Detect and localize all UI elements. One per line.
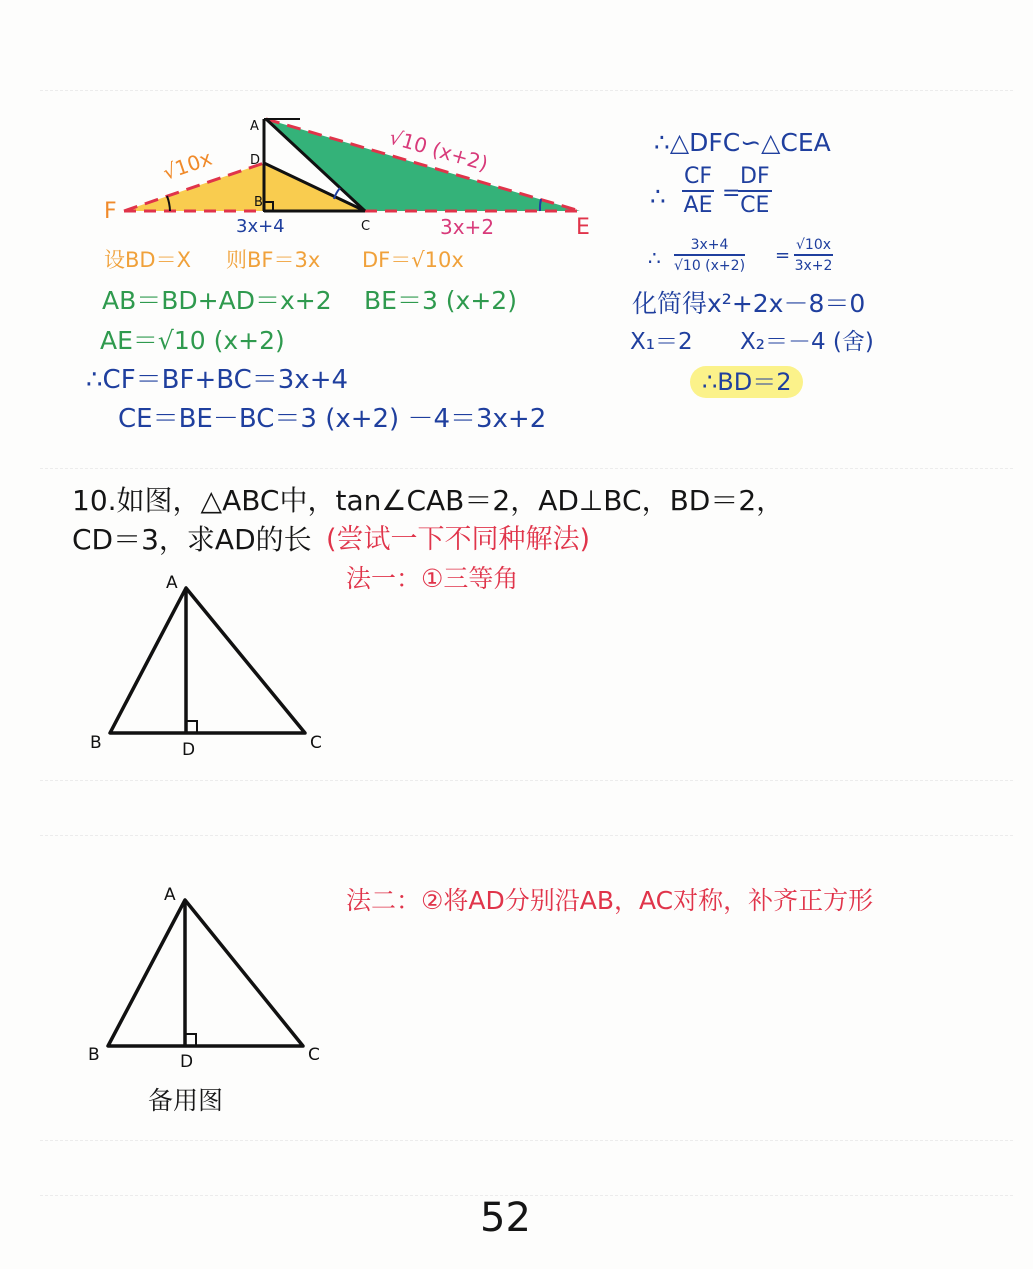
ruled-line <box>40 90 1013 91</box>
root-x2: X₂＝－4 (舍) <box>740 329 874 355</box>
label-a: A <box>164 885 176 905</box>
triangle-abc <box>108 900 303 1046</box>
final-answer-highlight: ∴BD＝2 <box>690 366 803 398</box>
vertex-b-label: B <box>254 195 263 210</box>
vertex-c-label: C <box>361 219 371 234</box>
problem-line-1: 10.如图，△ABC中，tan∠CAB＝2，AD⊥BC，BD＝2， <box>72 484 785 517</box>
label-c: C <box>308 1045 320 1065</box>
therefore-symbol-2: ∴ <box>648 246 661 270</box>
therefore-symbol-1: ∴ <box>650 182 666 211</box>
label-d: D <box>182 740 196 758</box>
problem-hint: (尝试一下不同种解法) <box>326 524 591 555</box>
fraction-sqrt10x-over-3x2 <box>794 238 833 273</box>
denominator-3x-plus-2: 3x+2 <box>794 258 833 274</box>
fraction-cf-ae <box>682 166 714 217</box>
ruled-line <box>40 1140 1013 1141</box>
backup-figure-caption: 备用图 <box>148 1086 224 1115</box>
then-bf: 则BF＝3x <box>226 248 321 272</box>
numerator-3x-plus-4: 3x+4 <box>674 238 745 256</box>
similar-triangles: ∴△DFC∽△CEA <box>654 128 831 157</box>
root-x1: X₁＝2 <box>630 329 693 355</box>
equals-sign-2: = <box>775 245 791 266</box>
ruled-line <box>40 835 1013 836</box>
fraction-df-ce <box>738 166 772 217</box>
denominator-ae: AE <box>683 193 713 218</box>
denominator-sqrt10-x-plus-2: √10 (x+2) <box>674 258 746 274</box>
equals-sign-1: = <box>722 181 741 206</box>
vertex-d-label: D <box>250 153 261 168</box>
label-3x-plus-2: 3x+2 <box>440 215 495 239</box>
fraction-3x4-over-sqrt10 <box>674 238 745 273</box>
set-bd: 设BD＝X <box>104 248 191 272</box>
triangle-abc <box>110 588 305 733</box>
numerator-cf: CF <box>682 166 714 192</box>
label-d: D <box>180 1052 194 1070</box>
page-number: 52 <box>480 1195 531 1241</box>
vertex-e-label: E <box>576 215 590 240</box>
method-two: 法二：②将AD分别沿AB，AC对称，补齐正方形 <box>346 886 874 915</box>
be-equation: BE＝3 (x+2) <box>364 286 517 315</box>
triangle-figure-2 <box>80 880 340 1070</box>
numerator-df: DF <box>738 166 772 192</box>
numerator-sqrt10x: √10x <box>794 238 833 256</box>
ab-equation: AB＝BD+AD＝x+2 <box>102 286 332 315</box>
ce-equation: CE＝BE－BC＝3 (x+2) －4＝3x+2 <box>118 404 547 434</box>
simplified-equation: 化简得x²+2x－8＝0 <box>632 289 866 318</box>
label-sqrt10x: √10x <box>159 145 215 185</box>
top-geometry-figure <box>0 100 620 245</box>
vertex-a-label: A <box>250 119 259 134</box>
denominator-ce: CE <box>740 193 770 218</box>
df-value: DF＝√10x <box>362 248 464 272</box>
triangle-figure-1 <box>80 568 340 758</box>
method-one: 法一：①三等角 <box>346 564 519 593</box>
label-b: B <box>88 1045 100 1065</box>
angle-arc-e <box>540 199 541 211</box>
label-sqrt10-x-plus-2: √10 (x+2) <box>386 124 491 176</box>
label-b: B <box>90 733 102 753</box>
label-3x-plus-4: 3x+4 <box>236 216 285 237</box>
vertex-f-label: F <box>104 199 117 224</box>
ruled-line <box>40 780 1013 781</box>
ae-equation: AE＝√10 (x+2) <box>100 326 285 355</box>
problem-line-2: CD＝3，求AD的长 <box>72 523 312 556</box>
cf-equation: ∴CF＝BF+BC＝3x+4 <box>86 365 349 395</box>
label-c: C <box>310 733 322 753</box>
label-a: A <box>166 573 178 593</box>
ruled-line <box>40 468 1013 469</box>
